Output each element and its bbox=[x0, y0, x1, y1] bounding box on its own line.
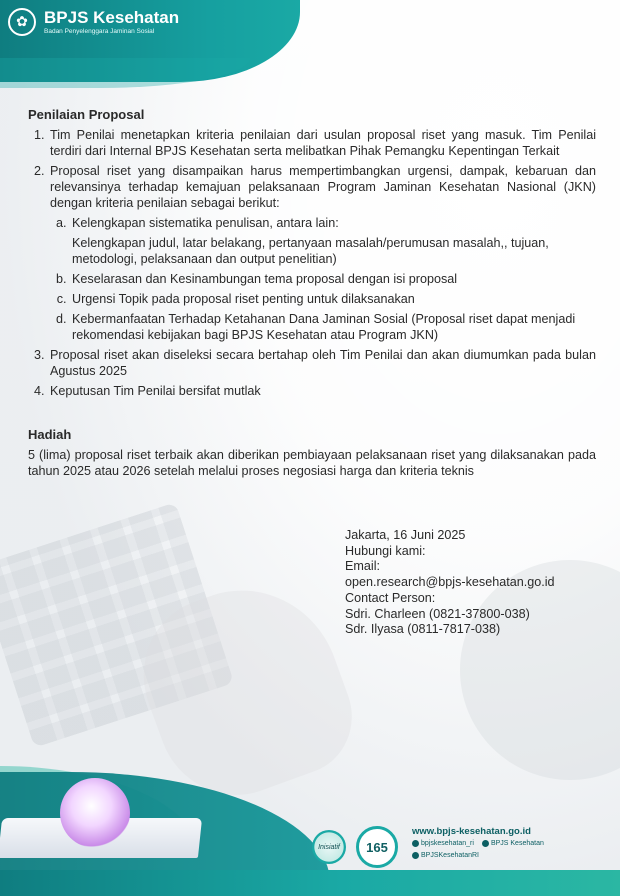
contact-person-2: Sdr. Ilyasa (0811-7817-038) bbox=[345, 622, 501, 637]
criteria-item-d: d. Kebermanfaatan Terhadap Ketahanan Dana Jaminan Sosial (Proposal riset dapat menjadi rekomendasi kebijakan bagi BPJS Kesehatan atau Program JKN) bbox=[70, 311, 596, 343]
bpjs-emblem-icon: ✿ bbox=[8, 8, 36, 36]
criteria-a-detail: Kelengkapan judul, latar belakang, pertanyaan masalah/perumusan masalah,, tujuan, metodologi, pelaksanaan dan output penelitian) bbox=[72, 236, 549, 266]
footer-links bbox=[412, 826, 544, 862]
bpjs-logo bbox=[8, 8, 179, 36]
email-address[interactable]: open.research@bpjs-kesehatan.go.id bbox=[345, 575, 555, 590]
criteria-item-a: a. Kelengkapan sistematika penulisan, antara lain: Kelengkapan judul, latar belakang, pertanyaan masalah/perumusan masalah,, tujuan, metodologi, pelaksanaan dan output penelitian) bbox=[70, 215, 596, 267]
email-label: Email: bbox=[345, 559, 380, 574]
facebook-icon bbox=[482, 840, 489, 847]
twitter-link[interactable]: BPJSKesehatanRI bbox=[412, 850, 479, 862]
contact-person-1: Sdri. Charleen (0821-37800-038) bbox=[345, 606, 530, 621]
contact-heading: Hubungi kami: bbox=[345, 543, 426, 558]
criteria-list bbox=[50, 215, 596, 343]
hadiah-text: 5 (lima) proposal riset terbaik akan diberikan pembiayaan pelaksanaan riset yang dilaksanakan pada tahun 2025 atau 2026 setelah melalui proses negosiasi harga dan kriteria teknis bbox=[28, 448, 596, 478]
facebook-link[interactable]: BPJS Kesehatan bbox=[482, 838, 544, 850]
care-center-165-icon: 165 bbox=[356, 826, 398, 868]
section-title-penilaian: Penilaian Proposal bbox=[28, 107, 145, 122]
penilaian-item-3: 3. Proposal riset akan diseleksi secara bertahap oleh Tim Penilai dan akan diumumkan pada bulan Agustus 2025 bbox=[48, 347, 596, 379]
instagram-icon bbox=[412, 840, 419, 847]
instagram-link[interactable]: bpjskesehatan_ri bbox=[412, 838, 474, 850]
hadiah-section bbox=[28, 427, 596, 479]
footer-logos bbox=[312, 826, 398, 868]
website-link[interactable]: www.bpjs-kesehatan.go.id bbox=[412, 826, 531, 837]
contact-block bbox=[345, 528, 605, 638]
penilaian-item-1: 1. Tim Penilai menetapkan kriteria penilaian dari usulan proposal riset yang masuk. Tim Penilai terdiri dari Internal BPJS Kesehatan serta melibatkan Pihak Pemangku Kepentingan Terkait bbox=[48, 127, 596, 159]
place-date: Jakarta, 16 Juni 2025 bbox=[345, 528, 466, 542]
penilaian-list bbox=[28, 127, 596, 399]
lightbulb-illustration bbox=[60, 778, 130, 848]
footer-bar bbox=[0, 870, 620, 896]
logo-subtitle: Badan Penyelenggara Jaminan Sosial bbox=[44, 27, 155, 35]
social-row-1 bbox=[412, 838, 544, 850]
social-row-2 bbox=[412, 850, 544, 862]
main-content bbox=[28, 107, 596, 479]
criteria-item-c: c. Urgensi Topik pada proposal riset penting untuk dilaksanakan bbox=[70, 291, 596, 307]
criteria-item-b: b. Keselarasan dan Kesinambungan tema proposal dengan isi proposal bbox=[70, 271, 596, 287]
twitter-icon bbox=[412, 852, 419, 859]
initiative-badge-icon: Inisiatif bbox=[312, 830, 346, 864]
section-title-hadiah: Hadiah bbox=[28, 427, 72, 442]
logo-name: BPJS Kesehatan bbox=[44, 7, 180, 27]
penilaian-item-2: 2. Proposal riset yang disampaikan harus mempertimbangkan urgensi, dampak, kebaruan dan relevansinya terhadap kemajuan pelaksanaan Program Jaminan Kesehatan Nasional (JKN) dengan kriteria penilaian sebagai berikut: a. Kelengkapan sistematika penulisan, antara lain: Kelengkapan judul, latar belakang, pertanyaan masalah/perumusan masalah,, tujuan, metodologi, pelaksanaan dan output penelitian) b. Keselarasan dan Kesinambungan tema proposal dengan isi proposal c. Urgensi Topik pada proposal riset penting untuk dilaksanakan d. Kebermanfaatan Terhadap Ketahanan Dana Jaminan Sosial (Proposal riset dapat menjadi rekomendasi kebijakan bagi BPJS Kesehatan atau Program JKN) bbox=[48, 163, 596, 343]
contact-person-label: Contact Person: bbox=[345, 590, 436, 605]
penilaian-item-4: 4. Keputusan Tim Penilai bersifat mutlak bbox=[48, 383, 596, 399]
